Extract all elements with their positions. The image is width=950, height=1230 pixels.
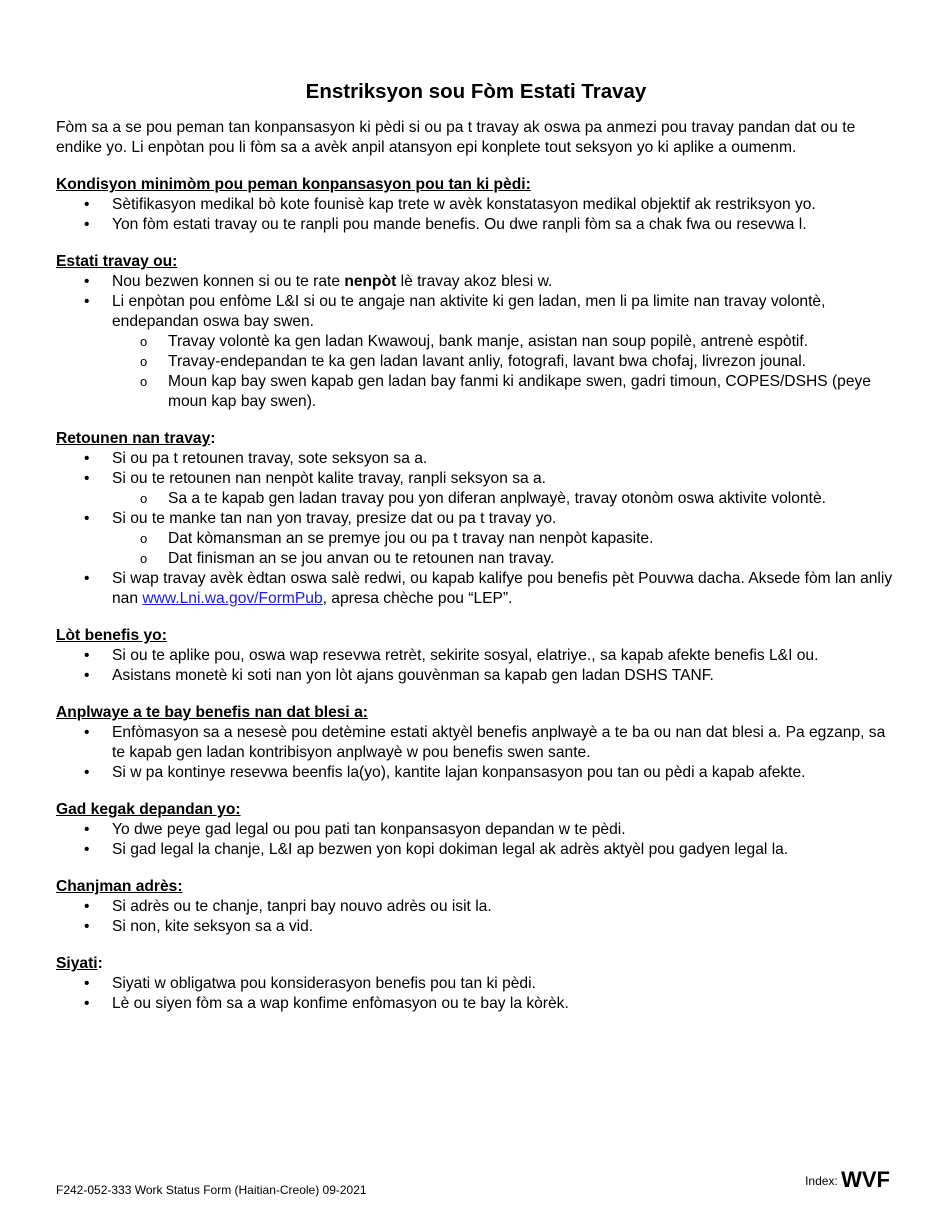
section-signature (56, 954, 896, 1014)
list-item: • Si ou te aplike pou, oswa wap resevwa retrèt, sekirite sosyal, elatriye., sa kapab afekte benefis L&I ou. (56, 646, 896, 666)
list-item: • Enfòmasyon sa a nesesè pou detèmine estati aktyèl benefis anplwayè a te ba ou nan dat blesi a. Pa egzanp, sa te kapab gen ladan kontribisyon anplwayè w pou benefis swen sante. (56, 723, 896, 763)
index-code: Index: WVF (805, 1167, 890, 1192)
section-heading: Lòt benefis yo: (56, 627, 167, 644)
sub-list-item: o Dat finisman an se jou anvan ou te retounen nan travay. (112, 549, 896, 569)
list-item: • Yon fòm estati travay ou te ranpli pou mande benefis. Ou dwe ranpli fòm sa a chak fwa ou resevwa l. (56, 215, 896, 235)
section-minimum-requirements (56, 175, 896, 235)
list-item: • Si ou te manke tan nan yon travay, presize dat ou pa t travay yo. o Dat kòmansman an se premye jou ou pa t travay nan nenpòt kapasite. o Dat finisman an se jou anvan ou te retounen nan travay. (56, 509, 896, 569)
section-other-benefits (56, 626, 896, 686)
sub-list-item: o Dat kòmansman an se premye jou ou pa t travay nan nenpòt kapasite. (112, 529, 896, 549)
list-item: • Si adrès ou te chanje, tanpri bay nouvo adrès ou isit la. (56, 897, 896, 917)
section-heading: Gad kegak depandan yo: (56, 801, 241, 818)
list-item: • Siyati w obligatwa pou konsiderasyon benefis pou tan ki pèdi. (56, 974, 896, 994)
sub-list-item: o Moun kap bay swen kapab gen ladan bay fanmi ki andikape swen, gadri timoun, COPES/DSHS (peye moun kap bay swen). (112, 372, 896, 412)
sub-list-item: o Travay volontè ka gen ladan Kwawouj, bank manje, asistan nan soup popilè, antrenè espòtif. (112, 332, 896, 352)
section-return-to-work (56, 429, 896, 609)
section-heading: Chanjman adrès: (56, 878, 183, 895)
section-address-change (56, 877, 896, 937)
section-employer-benefits (56, 703, 896, 783)
list-item: • Si gad legal la chanje, L&I ap bezwen yon kopi dokiman legal ak adrès aktyèl pou gadyen legal la. (56, 840, 896, 860)
section-heading: Kondisyon minimòm pou peman konpansasyon pou tan ki pèdi: (56, 176, 531, 193)
list-item: • Si non, kite seksyon sa a vid. (56, 917, 896, 937)
sub-list-item: o Travay-endepandan te ka gen ladan lavant anliy, fotografi, lavant bwa chofaj, livrezon jounal. (112, 352, 896, 372)
list-item: • Nou bezwen konnen si ou te rate nenpòt lè travay akoz blesi w. (56, 272, 896, 292)
formpub-link[interactable]: www.Lni.wa.gov/FormPub (142, 590, 323, 607)
document-page (56, 78, 896, 1031)
form-identifier: F242-052-333 Work Status Form (Haitian-Creole) 09-2021 (56, 1183, 367, 1197)
section-heading: Anplwaye a te bay benefis nan dat blesi a: (56, 704, 368, 721)
sub-list-item: o Sa a te kapab gen ladan travay pou yon diferan anplwayè, travay otonòm oswa aktivite volontè. (112, 489, 896, 509)
section-work-status (56, 252, 896, 412)
section-heading: Retounen nan travay: (56, 430, 216, 447)
list-item: • Li enpòtan pou enfòme L&I si ou te angaje nan aktivite ki gen ladan, men li pa limite nan travay volontè, endepandan oswa bay swen. o Travay volontè ka gen ladan Kwawouj, bank manje, asistan nan soup popilè, antrenè espòtif. o Travay-endepandan te ka gen ladan lavant anliy, fotografi, lavant bwa chofaj, livrezon jounal. o Moun kap bay swen kapab gen ladan bay fanmi ki andikape swen, gadri timoun, COPES/DSHS (peye moun kap bay swen). (56, 292, 896, 412)
list-item: • Asistans monetè ki soti nan yon lòt ajans gouvènman sa kapab gen ladan DSHS TANF. (56, 666, 896, 686)
page-title: Enstriksyon sou Fòm Estati Travay (305, 80, 647, 103)
section-heading: Estati travay ou: (56, 253, 178, 270)
list-item: • Si wap travay avèk èdtan oswa salè redwi, ou kapab kalifye pou benefis pèt Pouvwa dacha. Aksede fòm lan anliy nan www.Lni.wa.gov/FormPub, apresa chèche pou “LEP”. (56, 569, 896, 609)
list-item: • Si ou te retounen nan nenpòt kalite travay, ranpli seksyon sa a. o Sa a te kapab gen ladan travay pou yon diferan anplwayè, travay otonòm oswa aktivite volontè. (56, 469, 896, 509)
list-item: • Lè ou siyen fòm sa a wap konfime enfòmasyon ou te bay la kòrèk. (56, 994, 896, 1014)
list-item: • Sètifikasyon medikal bò kote founisè kap trete w avèk konstatasyon medikal objektif ak restriksyon yo. (56, 195, 896, 215)
section-heading: Siyati: (56, 955, 103, 972)
intro-paragraph: Fòm sa a se pou peman tan konpansasyon ki pèdi si ou pa t travay ak oswa pa anmezi pou travay pandan dat ou te endike yo. Li enpòtan pou li fòm sa a avèk anpil atansyon epi konplete tout seksyon yo ki aplike a oumenm. (56, 119, 856, 156)
list-item: • Si w pa kontinye resevwa beenfis la(yo), kantite lajan konpansasyon pou tan ou pèdi a kapab afekte. (56, 763, 896, 783)
list-item: • Yo dwe peye gad legal ou pou pati tan konpansasyon depandan w te pèdi. (56, 820, 896, 840)
section-legal-guardian (56, 800, 896, 860)
list-item: • Si ou pa t retounen travay, sote seksyon sa a. (56, 449, 896, 469)
